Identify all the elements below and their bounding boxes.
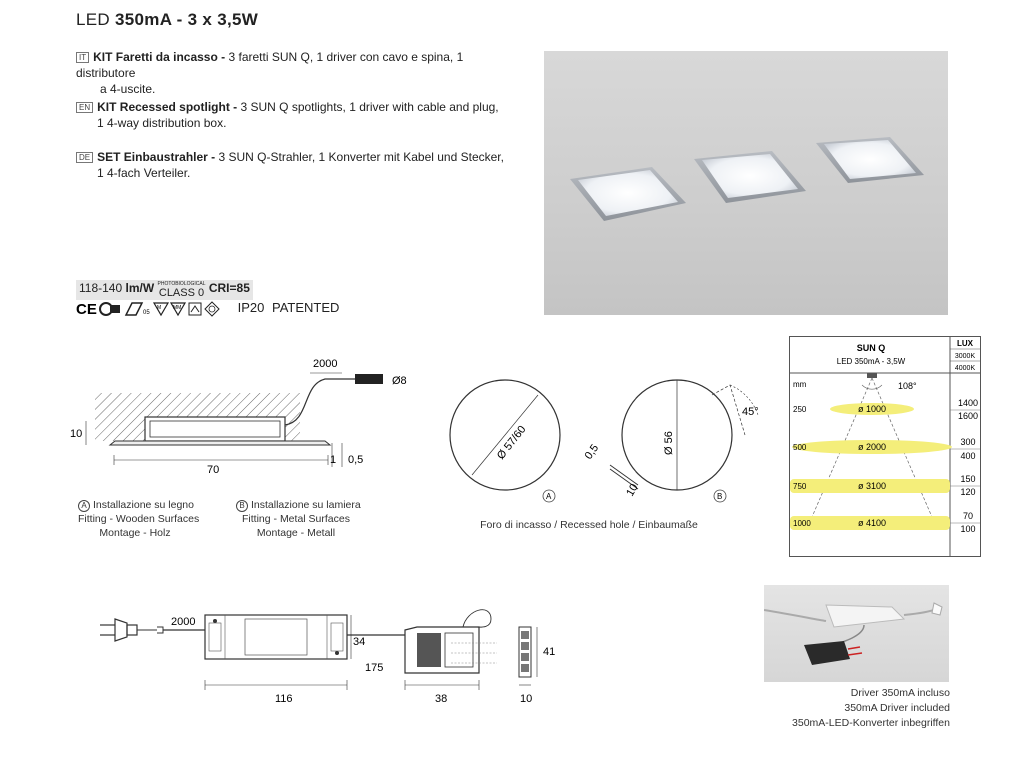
certifications-row [76,300,339,318]
svg-text:M: M [157,305,162,311]
lux-distance-1: 250 [793,405,807,414]
photobio-label: PHOTOBIOLOGICAL [157,281,206,287]
thickness-label: 0,5 [582,442,602,462]
page-title [76,10,258,30]
class-iii-icon [205,302,219,316]
ce-certification-icon [100,303,120,315]
kit-text-it: 3 faretti SUN Q, 1 driver con cavo e spina, 1 distributore [76,50,464,80]
cct-warm: 3000K [954,353,976,360]
cct-cool: 4000K [954,365,976,372]
patented-label: PATENTED [272,300,340,316]
ce-mark: CE [76,301,97,318]
spotlights-illustration [544,51,948,315]
hole-drawings [440,375,780,510]
driver-photo [764,585,949,682]
lux-product-spec: LED 350mA - 3,5W [836,357,906,366]
mounting-b-caption [236,498,361,540]
beam-angle: 108° [898,381,917,391]
flag-de: DE [76,152,93,163]
distance-unit: mm [793,380,807,389]
box-depth-label: 10 [520,693,533,705]
efficacy-box [76,280,253,300]
distribution-box [405,610,497,673]
driver-height-label: 34 [353,636,366,648]
driver-length-label: 116 [275,693,293,705]
cable-out-label: 175 [365,662,384,674]
driver-caption-de: 350mA-LED-Konverter inbegriffen [792,717,950,729]
lux-row-1 [793,398,980,421]
kit-text-de-2: 1 4-fach Verteiler. [97,166,191,180]
hole-caption: Foro di incasso / Recessed hole / Einbaumaße [480,519,698,531]
efficacy-value: 118-140 [79,281,123,295]
product-photo [544,51,948,315]
hole-b-diameter: Ø 56 [663,431,675,455]
spotlight-2 [694,151,806,203]
description-it [76,49,520,97]
driver-photo-illustration [764,585,949,682]
cable-length-label: 2000 [313,358,338,370]
lux-distance-4: 1000 [793,519,811,528]
section-drawing [70,355,420,485]
kit-title-en: KIT Recessed spotlight - [97,100,238,114]
driver-unit [205,615,347,659]
lux-4000k-2: 400 [960,451,976,461]
mounting-a-letter: A [78,500,90,512]
enec-certification-icon [126,303,150,316]
dim-1-label: 1 [330,454,337,466]
photobio-class: CLASS 0 [158,287,205,299]
mounting-a-caption [78,498,200,540]
box-height-label: 41 [543,646,556,658]
lux-diameter-2: ø 2000 [857,442,887,452]
lux-diameter-1: ø 1000 [857,404,887,414]
lux-row-4 [790,511,980,534]
lux-3000k-4: 70 [962,511,974,521]
svg-text:05: 05 [143,310,150,316]
kit-text-en: 3 SUN Q spotlights, 1 driver with cable and plug, [237,100,499,114]
mounting-a-line-2: Fitting - Wooden Surfaces [78,513,200,525]
lux-header: LUX [957,339,973,348]
hole-b [583,380,759,502]
dim-05-label: 0,5 [348,454,364,466]
spotlight-1 [570,167,686,221]
title-lead: LED [76,10,110,29]
lux-4000k-3: 120 [960,487,976,497]
kit-text-en-2: 1 4-way distribution box. [97,116,227,130]
lux-4000k-1: 1600 [957,411,979,421]
description-de [76,149,520,181]
hole-a-diameter: Ø 57/60 [494,423,529,462]
spotlight-3 [816,137,924,183]
lux-3000k-3: 150 [960,474,976,484]
box-width-label: 38 [435,693,448,705]
efficacy-unit: lm/W [125,281,155,295]
kit-title-it: KIT Faretti da incasso - [93,50,226,64]
mounting-a-line-1: Installazione su legno [93,499,194,511]
svg-text:MM: MM [173,305,182,311]
mm-mark-icon [171,303,185,315]
depth-label: 10 [624,481,641,499]
flag-it: IT [76,52,89,63]
lux-table [789,336,981,557]
lux-distance-2: 500 [793,443,807,452]
mounting-b-letter: B [236,500,248,512]
driver-caption-en: 350mA Driver included [844,702,950,714]
luminaire-icon [189,303,201,315]
flag-en: EN [76,102,93,113]
description-en [76,99,520,131]
connector-diameter-label: Ø8 [392,375,407,387]
side-view-box [519,627,531,677]
mounting-b-line-2: Fitting - Metal Surfaces [242,513,350,525]
performance-row [76,280,253,300]
title-bold: 350mA - 3 x 3,5W [115,10,259,29]
lux-diagram [790,337,980,556]
driver-caption [790,686,950,731]
kit-text-it-2: a 4-uscite. [100,82,156,96]
mains-cable-length: 2000 [171,616,196,628]
hole-a [450,380,560,502]
lux-row-2 [792,437,980,461]
ip-rating: IP20 [237,300,265,316]
lux-3000k-1: 1400 [957,398,979,408]
driver-drawing [95,605,565,715]
plug-icon [100,619,137,641]
m-mark-icon [154,303,168,315]
lux-4000k-4: 100 [960,524,976,534]
mounting-a-line-3: Montage - Holz [99,527,171,539]
width-label: 70 [207,464,220,476]
hole-b-letter: B [717,492,723,501]
mounting-b-line-3: Montage - Metall [256,527,336,539]
height-label: 10 [70,428,83,440]
lux-diameter-4: ø 4100 [857,518,887,528]
lux-row-3 [790,474,980,497]
mounting-b-line-1: Installazione su lamiera [251,499,361,511]
connector [355,374,383,384]
cri-value: CRI=85 [208,281,250,295]
lux-product-name: SUN Q [856,343,886,353]
lux-distance-3: 750 [793,482,807,491]
driver-caption-it: Driver 350mA incluso [850,687,950,699]
kit-text-de: 3 SUN Q-Strahler, 1 Konverter mit Kabel und Stecker, [215,150,504,164]
hole-a-letter: A [546,492,552,501]
lux-3000k-2: 300 [960,437,976,447]
kit-title-de: SET Einbaustrahler - [97,150,216,164]
angle-label: 45° [742,406,759,418]
lux-diameter-3: ø 3100 [857,481,887,491]
